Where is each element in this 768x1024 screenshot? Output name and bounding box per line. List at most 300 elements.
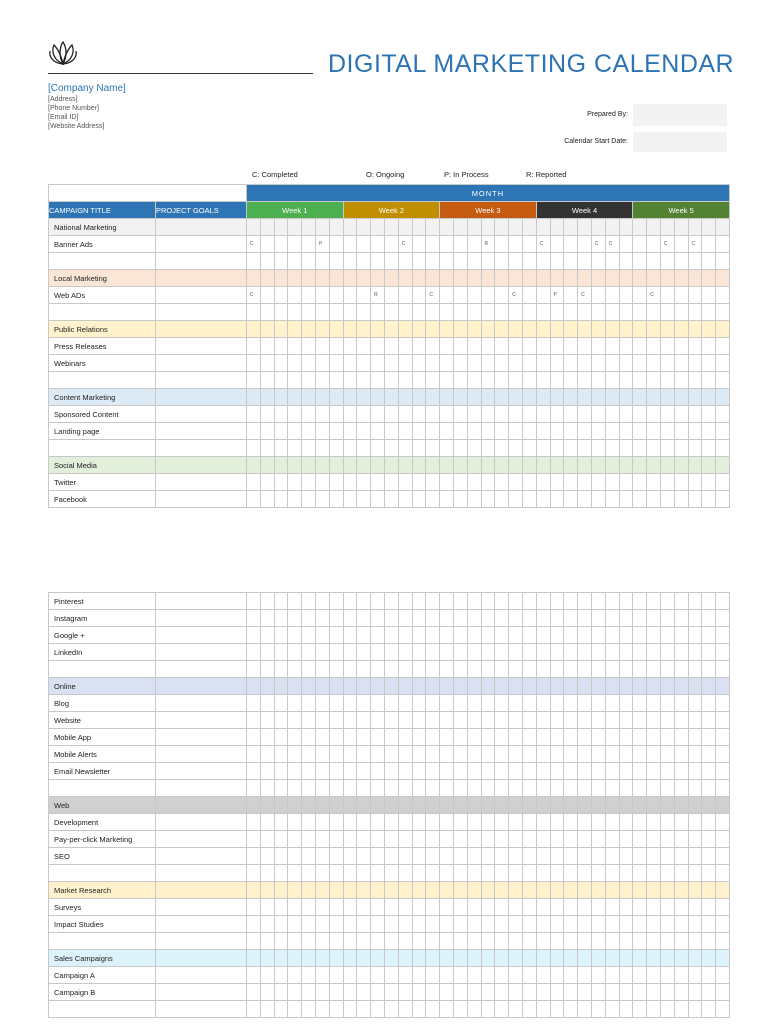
day-cell[interactable] xyxy=(591,882,605,899)
day-cell[interactable] xyxy=(702,389,716,406)
day-cell[interactable] xyxy=(605,406,619,423)
day-cell[interactable] xyxy=(716,865,730,882)
day-cell[interactable] xyxy=(440,219,454,236)
day-cell[interactable] xyxy=(371,780,385,797)
day-cell[interactable] xyxy=(647,950,661,967)
day-cell[interactable] xyxy=(467,848,481,865)
day-cell[interactable] xyxy=(274,440,288,457)
day-cell[interactable] xyxy=(495,491,509,508)
day-cell[interactable] xyxy=(495,372,509,389)
day-cell[interactable] xyxy=(412,831,426,848)
day-cell[interactable] xyxy=(315,814,329,831)
day-cell[interactable] xyxy=(619,678,633,695)
day-cell[interactable] xyxy=(564,814,578,831)
day-cell[interactable] xyxy=(329,661,343,678)
day-cell[interactable] xyxy=(440,950,454,967)
day-cell[interactable] xyxy=(564,763,578,780)
day-cell[interactable] xyxy=(384,729,398,746)
day-cell[interactable] xyxy=(426,984,440,1001)
project-goals-cell[interactable] xyxy=(156,746,247,763)
day-cell[interactable] xyxy=(716,593,730,610)
day-cell[interactable] xyxy=(605,593,619,610)
day-cell[interactable] xyxy=(619,746,633,763)
day-cell[interactable] xyxy=(702,287,716,304)
day-cell[interactable] xyxy=(260,712,274,729)
day-cell[interactable] xyxy=(247,610,261,627)
day-cell[interactable] xyxy=(605,712,619,729)
day-cell[interactable] xyxy=(426,610,440,627)
day-cell[interactable] xyxy=(647,610,661,627)
day-cell[interactable] xyxy=(384,423,398,440)
day-cell[interactable] xyxy=(288,372,302,389)
day-cell[interactable] xyxy=(412,610,426,627)
day-cell[interactable] xyxy=(329,763,343,780)
day-cell[interactable] xyxy=(440,474,454,491)
day-cell[interactable] xyxy=(426,729,440,746)
day-cell[interactable] xyxy=(302,899,316,916)
day-cell[interactable] xyxy=(702,814,716,831)
day-cell[interactable] xyxy=(467,797,481,814)
day-cell[interactable] xyxy=(647,916,661,933)
day-cell[interactable] xyxy=(660,661,674,678)
day-cell[interactable] xyxy=(288,882,302,899)
day-cell[interactable] xyxy=(357,338,371,355)
day-cell[interactable] xyxy=(288,304,302,321)
day-cell[interactable] xyxy=(702,763,716,780)
day-cell[interactable] xyxy=(384,406,398,423)
day-cell[interactable] xyxy=(674,831,688,848)
day-cell[interactable] xyxy=(564,729,578,746)
day-cell[interactable] xyxy=(522,831,536,848)
day-cell[interactable] xyxy=(578,253,592,270)
category-title[interactable]: Market Research xyxy=(49,882,156,899)
day-cell[interactable] xyxy=(660,321,674,338)
day-cell[interactable] xyxy=(453,406,467,423)
day-cell[interactable] xyxy=(329,338,343,355)
day-cell[interactable] xyxy=(688,695,702,712)
project-goals-cell[interactable] xyxy=(156,967,247,984)
day-cell[interactable] xyxy=(564,270,578,287)
day-cell[interactable] xyxy=(343,389,357,406)
day-cell[interactable] xyxy=(440,270,454,287)
category-title[interactable]: Online xyxy=(49,678,156,695)
day-cell[interactable] xyxy=(702,474,716,491)
day-cell[interactable] xyxy=(371,967,385,984)
day-cell[interactable] xyxy=(467,661,481,678)
day-cell[interactable] xyxy=(633,627,647,644)
day-cell[interactable] xyxy=(550,440,564,457)
day-cell[interactable] xyxy=(536,746,550,763)
day-cell[interactable] xyxy=(440,491,454,508)
day-cell[interactable] xyxy=(426,423,440,440)
day-cell[interactable] xyxy=(426,848,440,865)
day-cell[interactable] xyxy=(274,270,288,287)
day-cell[interactable] xyxy=(522,763,536,780)
day-cell[interactable] xyxy=(247,746,261,763)
day-cell[interactable] xyxy=(371,372,385,389)
day-cell[interactable] xyxy=(440,440,454,457)
day-cell[interactable] xyxy=(660,933,674,950)
day-cell[interactable] xyxy=(412,763,426,780)
day-cell[interactable] xyxy=(384,712,398,729)
day-cell[interactable] xyxy=(481,695,495,712)
day-cell[interactable] xyxy=(702,933,716,950)
day-cell[interactable] xyxy=(591,916,605,933)
day-cell[interactable] xyxy=(619,814,633,831)
day-cell[interactable] xyxy=(329,372,343,389)
day-cell[interactable] xyxy=(522,338,536,355)
day-cell[interactable] xyxy=(467,831,481,848)
day-cell[interactable] xyxy=(550,678,564,695)
day-cell[interactable] xyxy=(619,916,633,933)
day-cell[interactable] xyxy=(509,219,523,236)
day-cell[interactable] xyxy=(495,933,509,950)
day-cell[interactable] xyxy=(495,627,509,644)
day-cell[interactable] xyxy=(564,423,578,440)
day-cell[interactable] xyxy=(481,287,495,304)
day-cell[interactable] xyxy=(481,797,495,814)
day-cell[interactable] xyxy=(674,406,688,423)
day-cell[interactable] xyxy=(453,984,467,1001)
day-cell[interactable] xyxy=(247,491,261,508)
day-cell[interactable] xyxy=(605,457,619,474)
day-cell[interactable] xyxy=(371,474,385,491)
day-cell[interactable] xyxy=(619,695,633,712)
day-cell[interactable] xyxy=(440,967,454,984)
day-cell[interactable] xyxy=(288,1001,302,1018)
day-cell[interactable] xyxy=(260,780,274,797)
campaign-title[interactable]: Pinterest xyxy=(49,593,156,610)
day-cell[interactable] xyxy=(674,474,688,491)
day-cell[interactable] xyxy=(398,746,412,763)
day-cell[interactable] xyxy=(329,236,343,253)
day-cell[interactable] xyxy=(371,270,385,287)
day-cell[interactable] xyxy=(329,695,343,712)
day-cell[interactable] xyxy=(702,661,716,678)
day-cell[interactable] xyxy=(260,831,274,848)
campaign-title[interactable]: Pay-per-click Marketing xyxy=(49,831,156,848)
day-cell[interactable] xyxy=(578,780,592,797)
day-cell[interactable] xyxy=(619,355,633,372)
day-cell[interactable] xyxy=(440,831,454,848)
day-cell[interactable] xyxy=(674,355,688,372)
day-cell[interactable] xyxy=(674,695,688,712)
day-cell[interactable] xyxy=(371,644,385,661)
campaign-title[interactable]: Development xyxy=(49,814,156,831)
campaign-title[interactable]: Website xyxy=(49,712,156,729)
day-cell[interactable] xyxy=(274,287,288,304)
day-cell[interactable] xyxy=(467,780,481,797)
day-cell[interactable] xyxy=(467,389,481,406)
day-cell[interactable] xyxy=(315,933,329,950)
day-cell[interactable] xyxy=(619,848,633,865)
day-cell[interactable] xyxy=(605,933,619,950)
day-cell[interactable] xyxy=(674,372,688,389)
day-cell[interactable] xyxy=(509,593,523,610)
day-cell[interactable] xyxy=(440,1001,454,1018)
day-cell[interactable] xyxy=(302,831,316,848)
day-cell[interactable] xyxy=(495,882,509,899)
day-cell[interactable] xyxy=(702,848,716,865)
day-cell[interactable] xyxy=(495,797,509,814)
day-cell[interactable] xyxy=(274,848,288,865)
day-cell[interactable] xyxy=(247,1001,261,1018)
day-cell[interactable] xyxy=(716,678,730,695)
day-cell[interactable] xyxy=(522,661,536,678)
day-cell[interactable] xyxy=(357,678,371,695)
project-goals-cell[interactable] xyxy=(156,848,247,865)
day-cell[interactable] xyxy=(467,610,481,627)
day-cell[interactable] xyxy=(522,321,536,338)
day-cell[interactable] xyxy=(412,287,426,304)
day-cell[interactable] xyxy=(578,661,592,678)
day-cell[interactable] xyxy=(440,814,454,831)
day-cell[interactable] xyxy=(260,865,274,882)
day-cell[interactable] xyxy=(647,321,661,338)
day-cell[interactable] xyxy=(426,661,440,678)
day-cell[interactable] xyxy=(605,270,619,287)
day-cell[interactable] xyxy=(302,746,316,763)
day-cell[interactable] xyxy=(536,797,550,814)
day-cell[interactable] xyxy=(674,729,688,746)
day-cell[interactable] xyxy=(453,287,467,304)
day-cell[interactable] xyxy=(536,695,550,712)
day-cell[interactable] xyxy=(633,746,647,763)
day-cell[interactable] xyxy=(302,916,316,933)
day-cell[interactable] xyxy=(550,627,564,644)
day-cell[interactable] xyxy=(481,780,495,797)
day-cell[interactable] xyxy=(716,270,730,287)
day-cell[interactable] xyxy=(440,423,454,440)
project-goals-cell[interactable] xyxy=(156,270,247,287)
day-cell[interactable] xyxy=(302,610,316,627)
day-cell[interactable] xyxy=(453,355,467,372)
day-cell[interactable] xyxy=(453,1001,467,1018)
day-cell[interactable] xyxy=(578,593,592,610)
day-cell[interactable] xyxy=(633,695,647,712)
day-cell[interactable] xyxy=(329,219,343,236)
day-cell[interactable] xyxy=(247,916,261,933)
day-cell[interactable] xyxy=(522,712,536,729)
day-cell[interactable] xyxy=(371,678,385,695)
day-cell[interactable] xyxy=(674,950,688,967)
day-cell[interactable] xyxy=(536,287,550,304)
day-cell[interactable] xyxy=(633,797,647,814)
day-cell[interactable] xyxy=(329,389,343,406)
day-cell[interactable] xyxy=(674,338,688,355)
day-cell[interactable] xyxy=(426,950,440,967)
day-cell[interactable] xyxy=(481,304,495,321)
day-cell[interactable] xyxy=(591,763,605,780)
day-cell[interactable] xyxy=(247,219,261,236)
day-cell[interactable] xyxy=(509,984,523,1001)
category-title[interactable]: Public Relations xyxy=(49,321,156,338)
day-cell[interactable] xyxy=(288,236,302,253)
day-cell[interactable] xyxy=(702,406,716,423)
day-cell[interactable] xyxy=(702,491,716,508)
day-cell[interactable] xyxy=(605,916,619,933)
day-cell[interactable] xyxy=(716,712,730,729)
day-cell[interactable] xyxy=(619,627,633,644)
day-cell[interactable] xyxy=(591,406,605,423)
day-cell[interactable] xyxy=(647,253,661,270)
day-cell[interactable] xyxy=(453,865,467,882)
day-cell[interactable] xyxy=(564,933,578,950)
day-cell[interactable] xyxy=(467,814,481,831)
day-cell[interactable] xyxy=(495,899,509,916)
day-cell[interactable] xyxy=(412,950,426,967)
day-cell[interactable] xyxy=(440,338,454,355)
day-cell[interactable] xyxy=(247,440,261,457)
day-cell[interactable] xyxy=(398,967,412,984)
day-cell[interactable] xyxy=(274,831,288,848)
day-cell[interactable] xyxy=(453,321,467,338)
day-cell[interactable] xyxy=(605,780,619,797)
day-cell[interactable] xyxy=(302,253,316,270)
day-cell[interactable] xyxy=(274,695,288,712)
day-cell[interactable] xyxy=(357,236,371,253)
day-cell[interactable] xyxy=(702,236,716,253)
day-cell[interactable] xyxy=(426,695,440,712)
day-cell[interactable] xyxy=(688,423,702,440)
day-cell[interactable] xyxy=(343,627,357,644)
day-cell[interactable] xyxy=(481,423,495,440)
day-cell[interactable] xyxy=(522,882,536,899)
day-cell[interactable] xyxy=(591,423,605,440)
project-goals-cell[interactable] xyxy=(156,287,247,304)
day-cell[interactable] xyxy=(509,321,523,338)
project-goals-cell[interactable] xyxy=(156,253,247,270)
day-cell[interactable] xyxy=(329,610,343,627)
day-cell[interactable] xyxy=(495,440,509,457)
day-cell[interactable] xyxy=(660,406,674,423)
day-cell[interactable] xyxy=(578,338,592,355)
day-cell[interactable] xyxy=(453,593,467,610)
day-cell[interactable] xyxy=(660,797,674,814)
day-cell[interactable] xyxy=(426,457,440,474)
day-cell[interactable] xyxy=(509,865,523,882)
day-cell[interactable] xyxy=(247,627,261,644)
day-cell[interactable] xyxy=(247,304,261,321)
day-cell[interactable] xyxy=(578,865,592,882)
day-cell[interactable] xyxy=(481,763,495,780)
day-cell[interactable] xyxy=(274,610,288,627)
day-cell[interactable] xyxy=(302,644,316,661)
day-cell[interactable] xyxy=(302,627,316,644)
day-cell[interactable] xyxy=(509,797,523,814)
day-cell[interactable] xyxy=(426,712,440,729)
day-cell[interactable] xyxy=(357,695,371,712)
day-cell[interactable] xyxy=(688,474,702,491)
day-cell[interactable] xyxy=(509,406,523,423)
day-cell[interactable] xyxy=(495,729,509,746)
day-cell[interactable] xyxy=(522,967,536,984)
day-cell[interactable] xyxy=(384,848,398,865)
day-cell[interactable] xyxy=(536,882,550,899)
day-cell[interactable] xyxy=(343,933,357,950)
day-cell[interactable] xyxy=(647,219,661,236)
project-goals-cell[interactable] xyxy=(156,474,247,491)
day-cell[interactable] xyxy=(398,831,412,848)
day-cell[interactable] xyxy=(633,763,647,780)
day-cell[interactable] xyxy=(329,916,343,933)
day-cell[interactable] xyxy=(702,304,716,321)
day-cell[interactable] xyxy=(260,848,274,865)
day-cell[interactable] xyxy=(260,899,274,916)
project-goals-cell[interactable] xyxy=(156,916,247,933)
day-cell[interactable] xyxy=(481,831,495,848)
day-cell[interactable] xyxy=(536,321,550,338)
day-cell[interactable] xyxy=(247,967,261,984)
day-cell[interactable] xyxy=(578,984,592,1001)
day-cell[interactable] xyxy=(453,848,467,865)
day-cell[interactable] xyxy=(288,916,302,933)
day-cell[interactable] xyxy=(440,253,454,270)
day-cell[interactable] xyxy=(467,423,481,440)
day-cell[interactable] xyxy=(440,746,454,763)
day-cell[interactable] xyxy=(578,440,592,457)
day-cell[interactable] xyxy=(315,797,329,814)
day-cell[interactable] xyxy=(343,916,357,933)
day-cell[interactable] xyxy=(343,865,357,882)
project-goals-cell[interactable] xyxy=(156,831,247,848)
day-cell[interactable] xyxy=(578,814,592,831)
day-cell[interactable] xyxy=(550,610,564,627)
day-cell[interactable] xyxy=(426,831,440,848)
day-cell[interactable] xyxy=(688,338,702,355)
day-cell[interactable] xyxy=(591,304,605,321)
project-goals-cell[interactable] xyxy=(156,355,247,372)
day-cell[interactable] xyxy=(702,695,716,712)
day-cell[interactable] xyxy=(440,661,454,678)
day-cell[interactable] xyxy=(481,1001,495,1018)
day-cell[interactable] xyxy=(633,389,647,406)
category-title[interactable]: Local Marketing xyxy=(49,270,156,287)
day-cell[interactable] xyxy=(509,236,523,253)
day-cell[interactable] xyxy=(495,678,509,695)
day-cell[interactable] xyxy=(633,423,647,440)
day-cell[interactable] xyxy=(660,457,674,474)
day-cell[interactable] xyxy=(357,270,371,287)
day-cell[interactable] xyxy=(550,372,564,389)
day-cell[interactable] xyxy=(481,933,495,950)
day-cell[interactable] xyxy=(343,593,357,610)
day-cell[interactable] xyxy=(315,270,329,287)
day-cell[interactable] xyxy=(647,729,661,746)
day-cell[interactable] xyxy=(591,253,605,270)
day-cell[interactable] xyxy=(426,933,440,950)
day-cell[interactable] xyxy=(578,491,592,508)
day-cell[interactable] xyxy=(467,916,481,933)
day-cell[interactable] xyxy=(343,491,357,508)
day-cell[interactable] xyxy=(329,423,343,440)
day-cell[interactable] xyxy=(412,457,426,474)
day-cell[interactable] xyxy=(605,304,619,321)
day-cell[interactable] xyxy=(536,848,550,865)
day-cell[interactable] xyxy=(660,610,674,627)
day-cell[interactable] xyxy=(371,882,385,899)
day-cell[interactable] xyxy=(688,253,702,270)
day-cell[interactable] xyxy=(467,593,481,610)
day-cell[interactable] xyxy=(660,848,674,865)
day-cell[interactable] xyxy=(426,593,440,610)
day-cell[interactable] xyxy=(688,814,702,831)
day-cell[interactable] xyxy=(481,712,495,729)
day-cell[interactable] xyxy=(412,865,426,882)
day-cell[interactable] xyxy=(591,984,605,1001)
day-cell[interactable] xyxy=(384,1001,398,1018)
day-cell[interactable] xyxy=(426,355,440,372)
